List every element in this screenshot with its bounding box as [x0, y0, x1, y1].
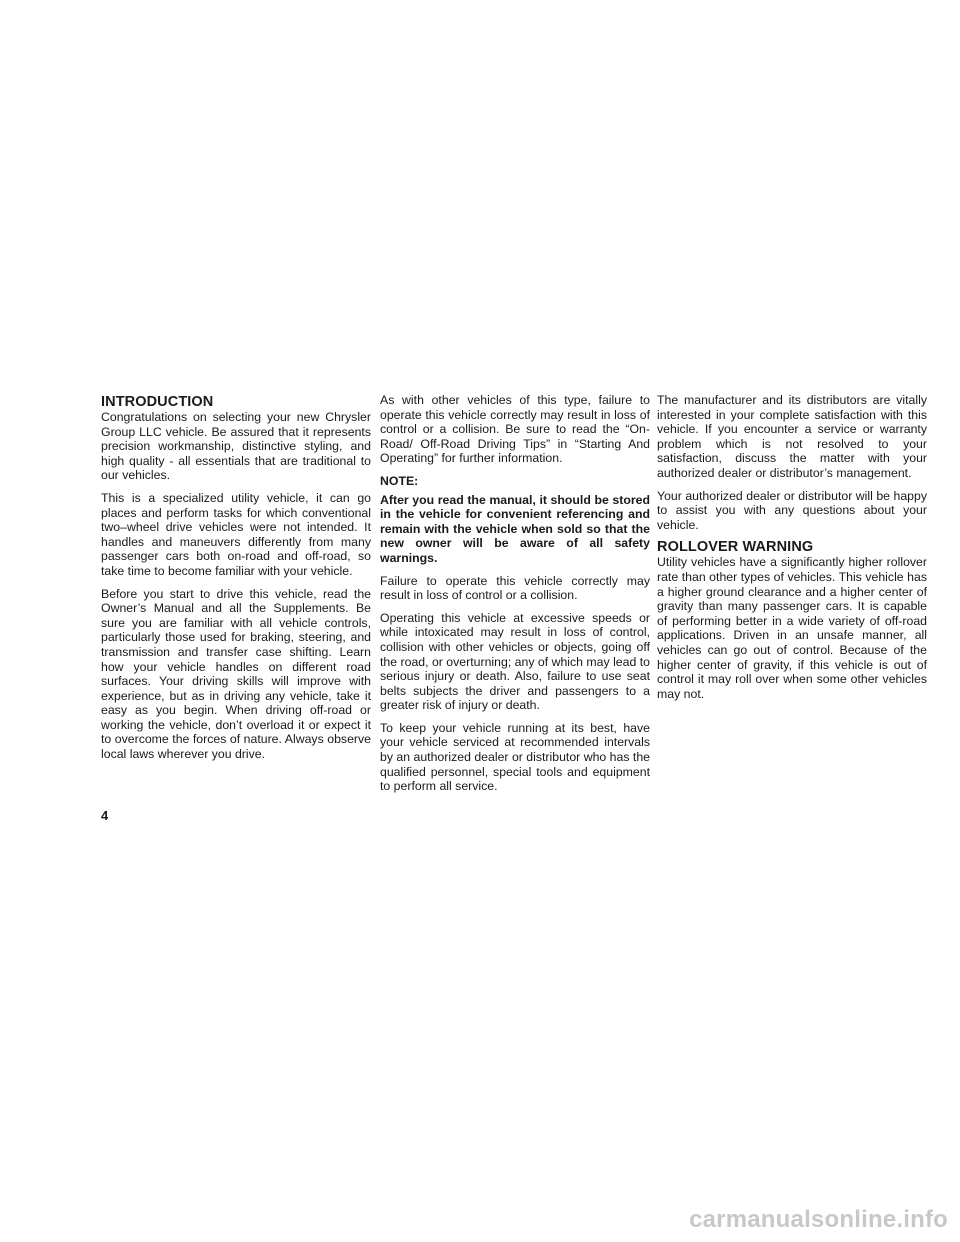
manufacturer-paragraph: The manufacturer and its distributors are vitally interested in your complete satisfaction with this vehicle. If you encounter a service or warranty problem which is not resolved to your satisfaction, discuss the matter with your authorized dealer or distributor’s management. — [657, 393, 927, 480]
dealer-paragraph: Your authorized dealer or distributor will be happy to assist you with any questions about your vehicle. — [657, 488, 927, 532]
column-3 — [657, 393, 927, 709]
service-paragraph: To keep your vehicle running at its best, have your vehicle serviced at recommended intervals by an authorized dealer or distributor who has the qualified personnel, special tools and equipment to perform all service. — [380, 720, 651, 794]
watermark: carmanualsonline.info — [689, 1206, 948, 1233]
note-text: After you read the manual, it should be stored in the vehicle for convenient referencing and remain with the vehicle when sold so that the new owner will be aware of all safety warnings. — [380, 492, 650, 565]
column-2 — [380, 393, 650, 802]
operation-paragraph: As with other vehicles of this type, failure to operate this vehicle correctly may result in loss of control or a collision. Be sure to read the “On-Road/ Off-Road Driving Tips” in “Starting And Operating” for further information. — [380, 393, 650, 466]
intro-paragraph-2: This is a specialized utility vehicle, it can go places and perform tasks for which conventional two–wheel drive vehicles were not intended. It handles and maneuvers differently from many passenger cars both on-road and off-road, so take time to become familiar with your vehicle. — [101, 490, 371, 578]
intro-paragraph-1: Congratulations on selecting your new Chrysler Group LLC vehicle. Be assured that it represents precision workmanship, distinctive styling, and high quality - all essentials that are traditional to our vehicles. — [101, 410, 371, 483]
column-1 — [101, 395, 371, 770]
failure-paragraph: Failure to operate this vehicle correctly may result in loss of control or a collision. — [380, 573, 650, 603]
rollover-paragraph: Utility vehicles have a significantly higher rollover rate than other types of vehicles. This vehicle has a higher ground clearance and a higher center of gravity than many passenger cars. It is capable of performing better in a wide variety of off-road applications. Driven in an unsafe manner, all vehicles can go out of control. Because of the higher center of gravity, if this vehicle is out of control it may roll over when some other vehicles may not. — [657, 555, 927, 701]
intro-paragraph-3: Before you start to drive this vehicle, read the Owner’s Manual and all the Supplements. Be sure you are familiar with all vehicle controls, particularly those used for braking, steering, and transmission and transfer case shifting. Learn how your vehicle handles on different road surfaces. Your driving skills will improve with experience, but as in driving any vehicle, take it easy as you begin. When driving off-road or working the vehicle, don’t overload it or expect it to overcome the forces of nature. Always observe local laws wherever you drive. — [101, 586, 371, 762]
speed-paragraph: Operating this vehicle at excessive speeds or while intoxicated may result in loss of control, collision with other vehicles or objects, going off the road, or overturning; any of which may lead to serious injury or death. Also, failure to use seat belts subjects the driver and passengers to a greater risk of injury or death. — [380, 610, 650, 713]
introduction-heading: INTRODUCTION — [101, 394, 214, 410]
note-label: NOTE: — [380, 473, 419, 488]
rollover-warning-heading: ROLLOVER WARNING — [657, 539, 814, 556]
page-number: 4 — [101, 808, 109, 823]
